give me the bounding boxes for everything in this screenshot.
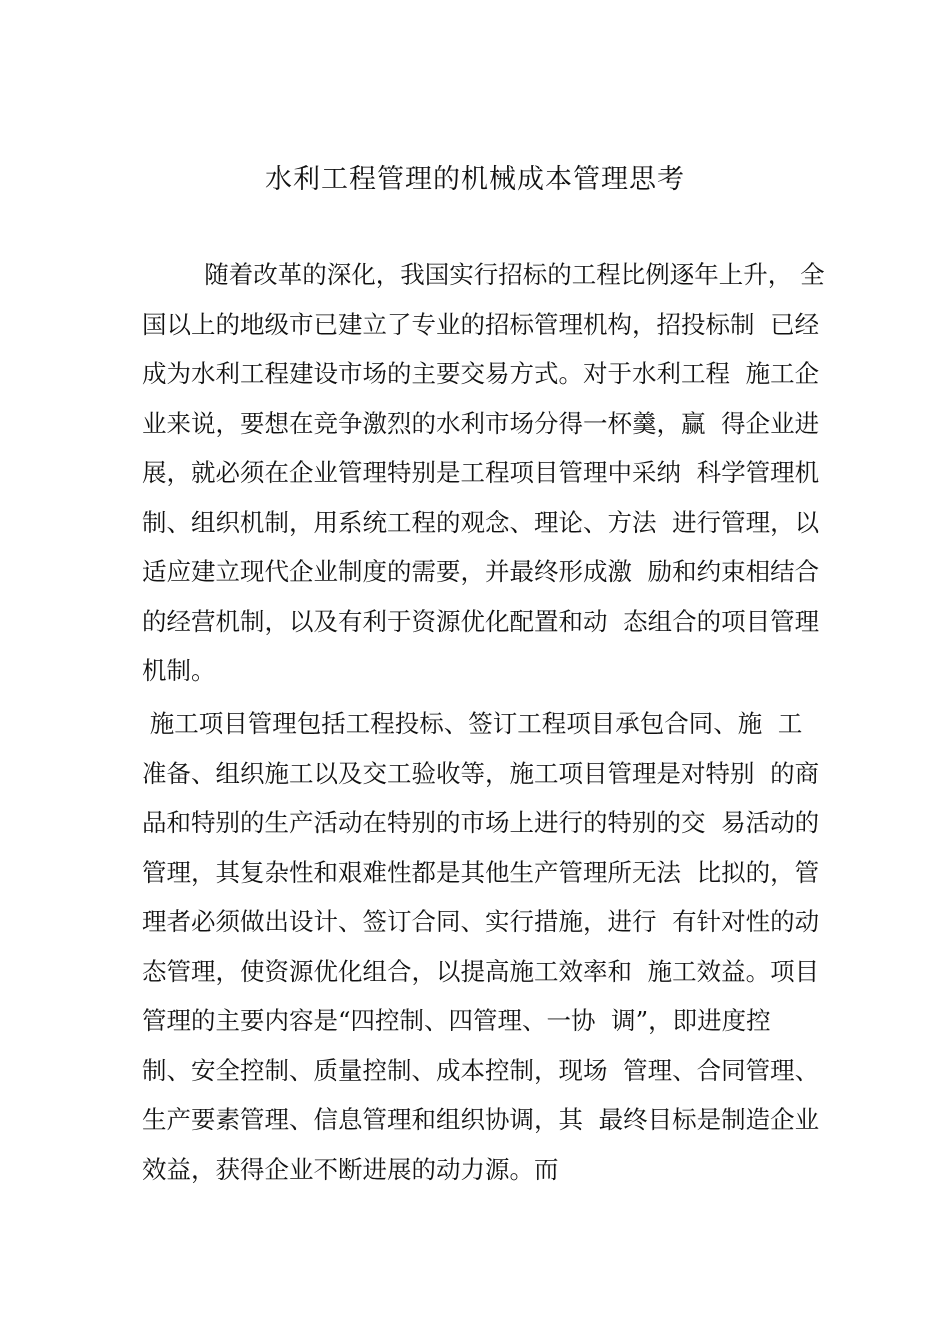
text-line: 成为水利工程建设市场的主要交易方式。对于水利工程 施工企: [142, 359, 820, 388]
text-line: 机制。: [142, 656, 216, 685]
text-line: 效益，获得企业不断进展的动力源。而: [142, 1154, 559, 1184]
text-line: 业来说，要想在竞争激烈的水利市场分得一杯羹，赢 得企业进: [142, 408, 820, 438]
text-line: 生产要素管理、信息管理和组织协调，其 最终目标是制造企业: [142, 1105, 820, 1134]
paragraph-1: [142, 250, 842, 696]
text-line: 适应建立现代企业制度的需要，并最终形成激 励和约束相结合: [142, 557, 820, 586]
paragraph-2: [142, 699, 842, 1194]
text-line: 施工项目管理包括工程投标、签订工程项目承包合同、施 工: [142, 709, 803, 738]
text-line: 理者必须做出设计、签订合同、实行措施，进行 有针对性的动: [142, 907, 820, 936]
text-line: 制、组织机制，用系统工程的观念、理论、方法 进行管理，以: [142, 507, 820, 537]
text-line: 管理，其复杂性和艰难性都是其他生产管理所无法 比拟的，管: [142, 857, 820, 887]
text-line: 随着改革的深化，我国实行招标的工程比例逐年上升， 全: [142, 260, 825, 289]
text-line: 制、安全控制、质量控制、成本控制，现场 管理、合同管理、: [142, 1055, 820, 1085]
text-line: 态管理，使资源优化组合，以提高施工效率和 施工效益。项目: [142, 956, 820, 986]
document-title: 水利工程管理的机械成本管理思考: [265, 164, 685, 195]
text-line: 管理的主要内容是“四控制、四管理、一协 调”，即进度控: [142, 1006, 771, 1035]
text-line: 的经营机制，以及有利于资源优化配置和动 态组合的项目管理: [142, 606, 820, 636]
text-line: 品和特别的生产活动在特别的市场上进行的特别的交 易活动的: [142, 808, 820, 837]
text-line: 准备、组织施工以及交工验收等，施工项目管理是对特别 的商: [142, 758, 820, 788]
text-line: 国以上的地级市已建立了专业的招标管理机构，招投标制 已经: [142, 309, 820, 339]
text-line: 展，就必须在企业管理特别是工程项目管理中采纳 科学管理机: [142, 458, 820, 487]
